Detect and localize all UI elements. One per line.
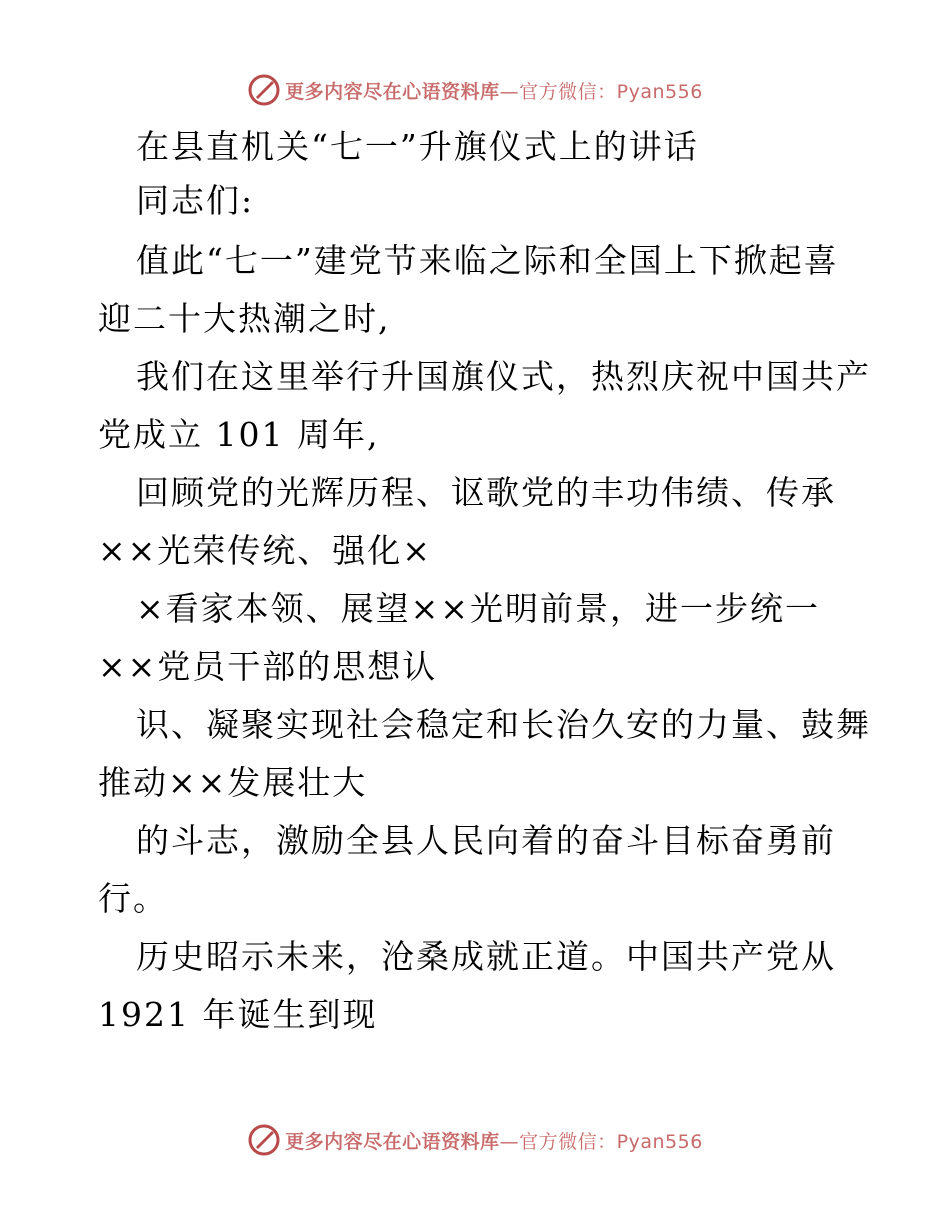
text-line: ××党员干部的思想认 (98, 647, 438, 686)
text-line: ××光荣传统、强化× (98, 531, 432, 570)
salutation: 同志们: (136, 181, 255, 220)
footer-watermark (0, 1120, 950, 1160)
text-line: 历史昭示未来，沧桑成就正道。中国共产党从 (136, 937, 836, 976)
watermark-dash: — (499, 1130, 520, 1153)
text-line: 的斗志，激励全县人民向着的奋斗目标奋勇前 (136, 821, 836, 860)
watermark-wechat-text: 官方微信：Pyan556 (519, 1130, 703, 1153)
brand-logo-icon (247, 73, 281, 107)
header-watermark (0, 70, 950, 110)
text-line: ×看家本领、展望××光明前景，进一步统一 (136, 589, 820, 628)
document-title: 在县直机关“七一”升旗仪式上的讲话 (136, 127, 699, 166)
text-line: 行。 (98, 879, 168, 918)
text-line: 迎二十大热潮之时, (98, 299, 391, 338)
text-line: 识、凝聚实现社会稳定和长治久安的力量、鼓舞 (136, 705, 871, 744)
text-line: 党成立 101 周年, (98, 415, 380, 454)
brand-logo-icon (247, 1123, 281, 1157)
text-line: 回顾党的光辉历程、讴歌党的丰功伟绩、传承 (136, 473, 836, 512)
text-line: 推动××发展壮大 (98, 763, 368, 802)
watermark-main-text: 更多内容尽在心语资料库 (285, 80, 500, 103)
text-line: 值此“七一”建党节来临之际和全国上下掀起喜 (136, 241, 839, 280)
watermark-wechat-text: 官方微信：Pyan556 (519, 80, 703, 103)
watermark-main-text: 更多内容尽在心语资料库 (285, 1130, 500, 1153)
text-line: 1921 年诞生到现 (98, 995, 378, 1034)
text-line: 我们在这里举行升国旗仪式，热烈庆祝中国共产 (136, 357, 871, 396)
watermark-dash: — (499, 80, 520, 103)
document-body (98, 121, 871, 1041)
